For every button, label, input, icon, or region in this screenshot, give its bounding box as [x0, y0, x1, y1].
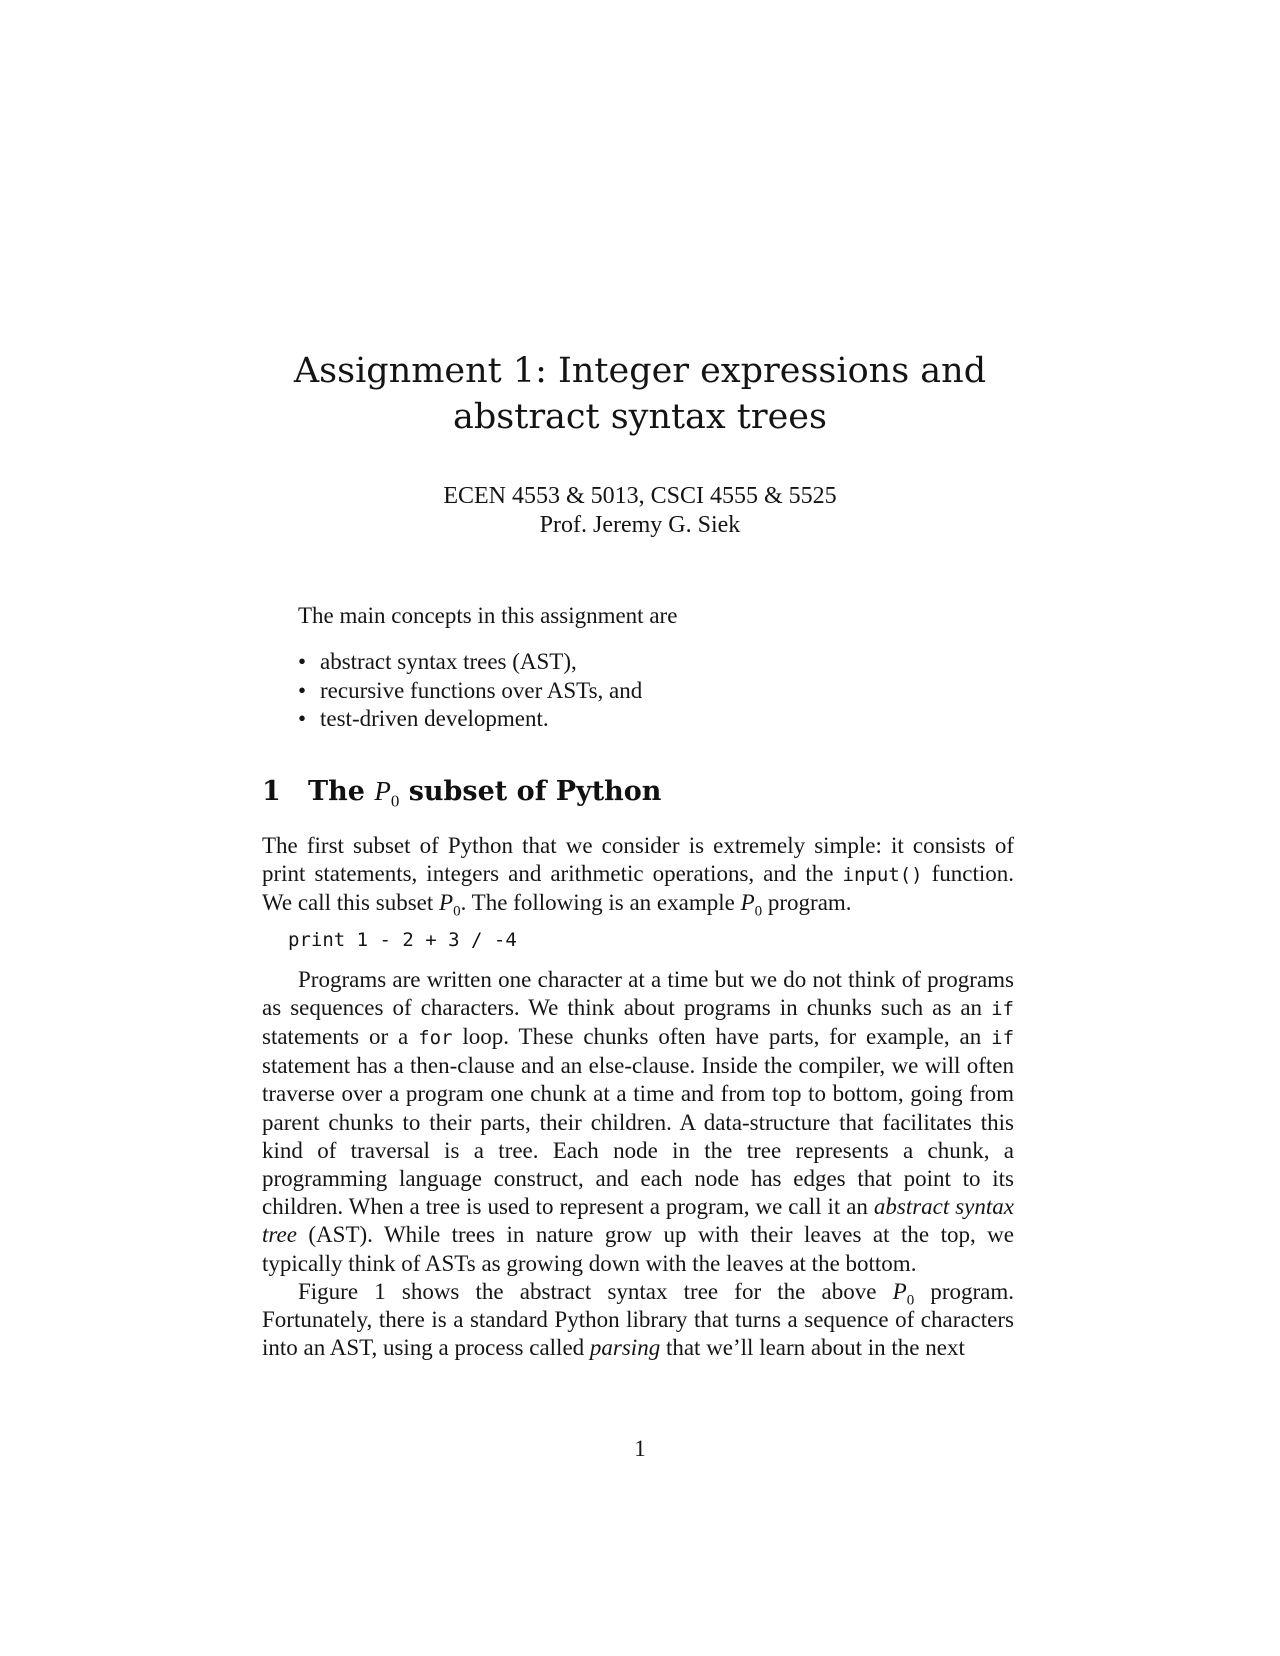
math-letter: P [740, 890, 755, 916]
list-item-text: abstract syntax trees (AST), [320, 649, 577, 675]
paragraph-text: statement has a then-clause and an else-clause. Inside the compiler, we will often traverse over a program one chunk at a time and from top to bottom, going from parent chunks to their parts, their children. A data-structure that facilitates this kind of traversal is a tree. Each node in the tree represents a chunk, a programming language construct, and each node has edges that point to its children. When a tree is used to represent a program, we call it an [262, 1053, 1014, 1220]
math-symbol [892, 1278, 915, 1309]
list-item [298, 705, 998, 734]
bullet-icon: • [298, 706, 307, 732]
professor-name: Prof. Jeremy G. Siek [539, 512, 741, 538]
paragraph-text: statements or a [262, 1024, 409, 1050]
paragraph-1 [262, 832, 1014, 918]
intro-block [298, 602, 998, 734]
intro-lead: The main concepts in this assignment are [298, 603, 678, 628]
math-subscript: 0 [453, 904, 461, 920]
course-numbers: ECEN 4553 & 5013, CSCI 4555 & 5525 [443, 483, 837, 509]
list-item [298, 648, 998, 677]
paragraph-text: loop. These chunks often have parts, for example, an [462, 1024, 982, 1050]
concepts-list [298, 648, 998, 734]
math-subscript: 0 [906, 1292, 915, 1309]
heading-math-subscript: 0 [390, 791, 400, 811]
emphasis-term: parsing [589, 1335, 661, 1361]
title-line-2: abstract syntax trees [453, 397, 827, 437]
paragraph-text: program. [767, 890, 852, 916]
document-title [0, 348, 1280, 440]
paragraph-text: (AST). While trees in nature grow up with their leaves at the top, we typically think of ASTs as growing down with the leaves at the bottom. [262, 1222, 1015, 1276]
paragraph-text: program. Fortunately, there is a standard Python library that turns a sequence of characters into an AST, using a process called [262, 1278, 1015, 1361]
section-number: 1 [262, 776, 281, 807]
page-number: 1 [634, 1436, 646, 1461]
heading-text-post: subset of Python [408, 776, 662, 807]
emphasis-term: abstract syntax tree [262, 1194, 1014, 1248]
section-body [262, 832, 1014, 1362]
paragraph-text: function. We call this subset [262, 861, 1014, 916]
heading-math [374, 776, 400, 811]
list-item [298, 677, 998, 706]
heading-text-pre: The [308, 776, 365, 807]
author-block [0, 482, 1280, 540]
paragraph-text: The first subset of Python that we consider is extremely simple: it consists of print statements, integers and arithmetic operations, and the [262, 833, 1014, 887]
section-heading [262, 774, 661, 809]
math-subscript: 0 [754, 904, 763, 920]
math-letter: P [439, 890, 454, 916]
inline-code: for [418, 1027, 453, 1050]
paragraph-text: Programs are written one character at a time but we do not think of programs as sequences of characters. We think about programs in chunks such as an [262, 966, 1014, 1020]
inline-code: input() [842, 864, 923, 887]
list-item-text: test-driven development. [320, 706, 549, 732]
bullet-icon: • [298, 649, 307, 675]
math-symbol [740, 890, 763, 920]
math-letter: P [892, 1278, 907, 1304]
paragraph-text: . The following is an example [460, 890, 735, 916]
paragraph-3 [262, 1278, 1014, 1363]
inline-code: if [991, 997, 1014, 1020]
math-symbol [439, 890, 461, 920]
paragraph-2 [262, 966, 1014, 1278]
title-line-1: Assignment 1: Integer expressions and [293, 351, 987, 391]
paragraph-text: Figure 1 shows the abstract syntax tree for the above [298, 1278, 877, 1304]
bullet-icon: • [298, 677, 307, 703]
paragraph-text: that we’ll learn about in the next [665, 1335, 965, 1361]
inline-code: if [991, 1027, 1015, 1050]
list-item-text: recursive functions over ASTs, and [320, 677, 643, 703]
heading-math-symbol: P [374, 776, 391, 806]
code-example: print 1 - 2 + 3 / -4 [288, 928, 517, 951]
